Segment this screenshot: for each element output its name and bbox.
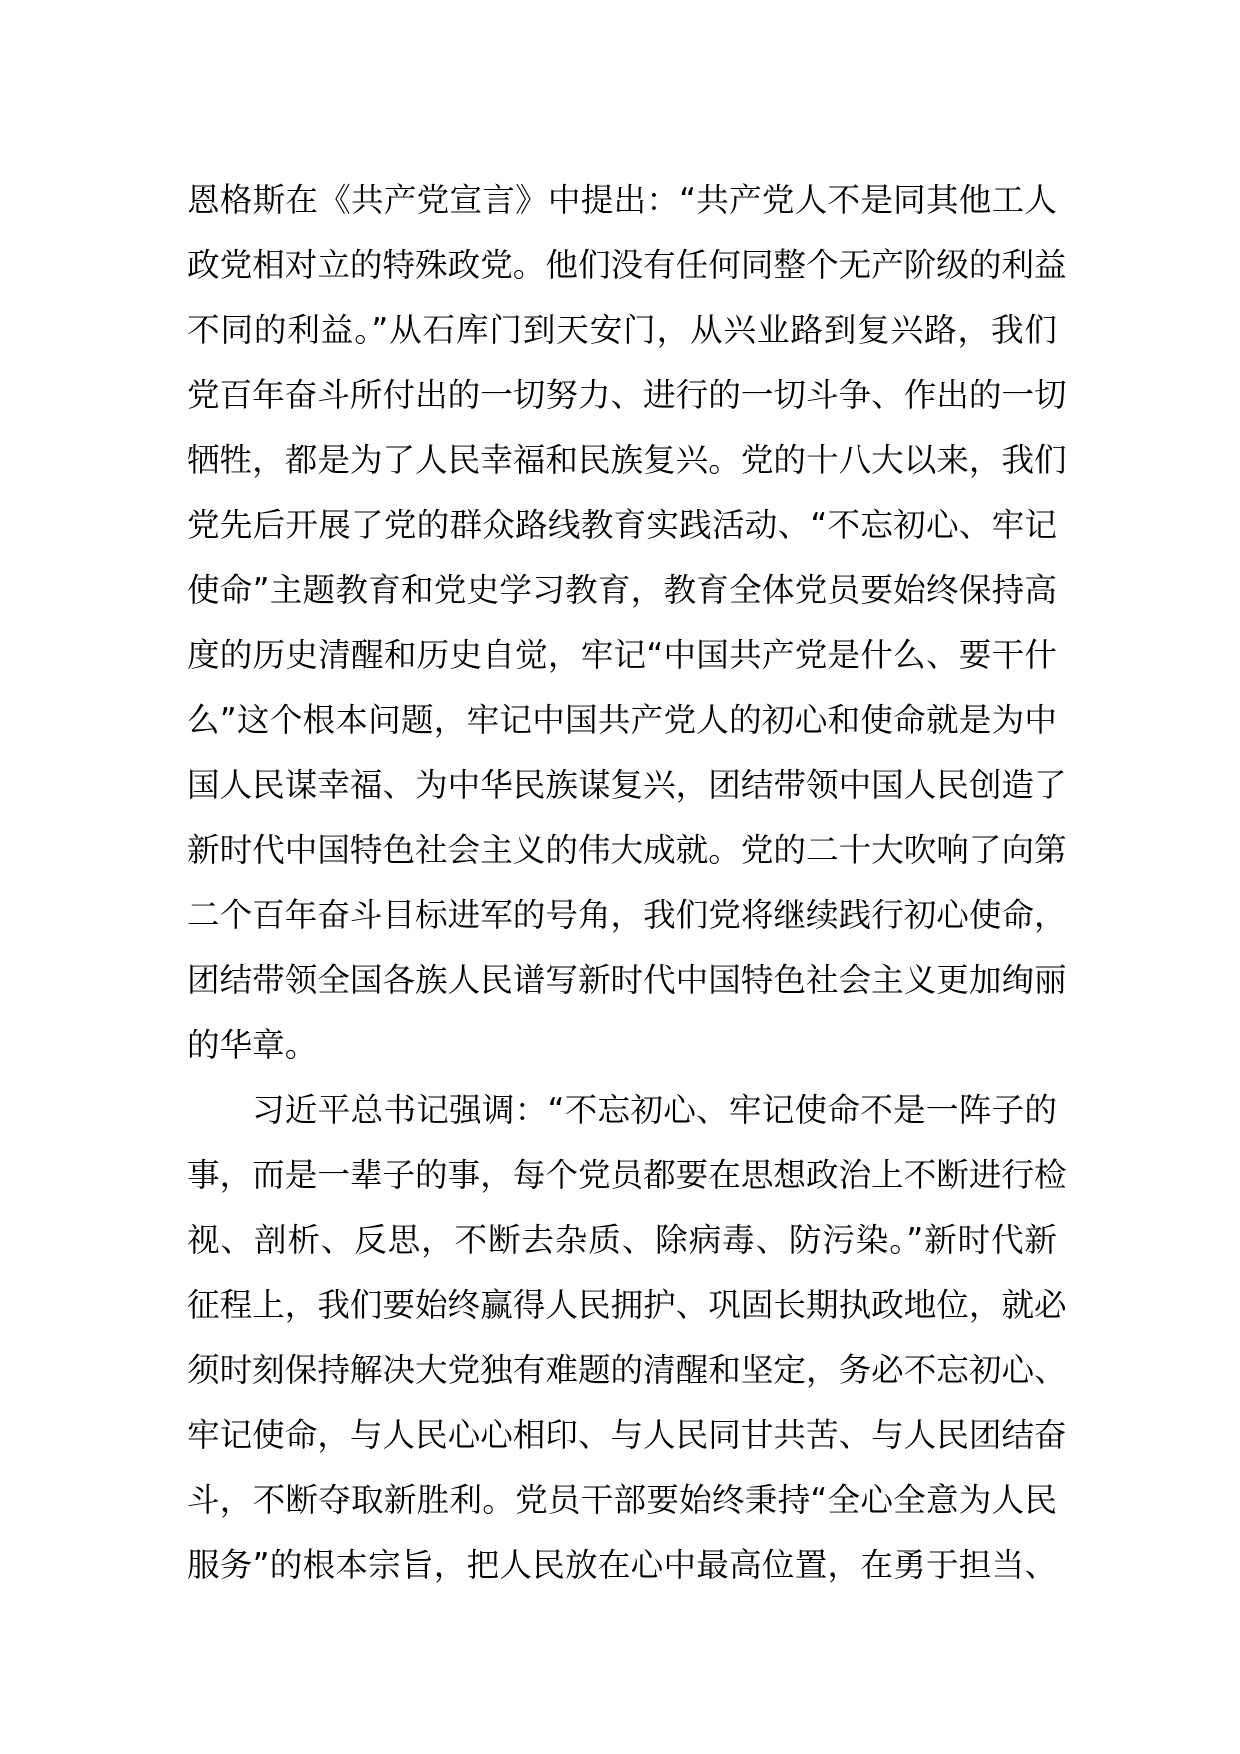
- text-line: 征程上，我们要始终赢得人民拥护、巩固长期执政地位，就必: [187, 1286, 1067, 1324]
- text-line: 度的历史清醒和历史自觉，牢记“中国共产党是什么、要干什: [187, 636, 1057, 674]
- text-line: 团结带领全国各族人民谱写新时代中国特色社会主义更加绚丽: [187, 961, 1067, 999]
- text-line: 新时代中国特色社会主义的伟大成就。党的二十大吹响了向第: [187, 831, 1067, 869]
- text-line: 须时刻保持解决大党独有难题的清醒和坚定，务必不忘初心、: [187, 1351, 1067, 1389]
- text-line: 国人民谋幸福、为中华民族谋复兴，团结带领中国人民创造了: [187, 766, 1067, 804]
- text-line: 的华章。: [187, 1026, 318, 1064]
- text-line: 斗，不断夺取新胜利。党员干部要始终秉持“全心全意为人民: [187, 1481, 1057, 1519]
- text-line: 政党相对立的特殊政党。他们没有任何同整个无产阶级的利益: [187, 246, 1067, 284]
- text-line: 牢记使命，与人民心心相印、与人民同甘共苦、与人民团结奋: [187, 1416, 1067, 1454]
- text-line: 习近平总书记强调：“不忘初心、牢记使命不是一阵子的: [252, 1091, 1057, 1129]
- text-line: 么”这个根本问题，牢记中国共产党人的初心和使命就是为中: [187, 701, 1057, 739]
- text-line: 服务”的根本宗旨，把人民放在心中最高位置，在勇于担当、: [187, 1546, 1057, 1584]
- text-line: 二个百年奋斗目标进军的号角，我们党将继续践行初心使命，: [187, 896, 1067, 934]
- text-line: 党百年奋斗所付出的一切努力、进行的一切斗争、作出的一切: [187, 376, 1067, 414]
- text-line: 视、剖析、反思，不断去杂质、除病毒、防污染。”新时代新: [187, 1221, 1057, 1259]
- text-line: 事，而是一辈子的事，每个党员都要在思想政治上不断进行检: [187, 1156, 1067, 1194]
- text-line: 牺牲，都是为了人民幸福和民族复兴。党的十八大以来，我们: [187, 441, 1067, 479]
- text-line: 不同的利益。”从石库门到天安门，从兴业路到复兴路，我们: [187, 311, 1057, 349]
- body-text: [187, 168, 1067, 1598]
- text-line: 使命”主题教育和党史学习教育，教育全体党员要始终保持高: [187, 571, 1057, 609]
- paragraph-2: [187, 1078, 1067, 1598]
- text-line: 党先后开展了党的群众路线教育实践活动、“不忘初心、牢记: [187, 506, 1057, 544]
- paragraph-1: [187, 168, 1067, 1078]
- text-line: 恩格斯在《共产党宣言》中提出：“共产党人不是同其他工人: [187, 181, 1057, 219]
